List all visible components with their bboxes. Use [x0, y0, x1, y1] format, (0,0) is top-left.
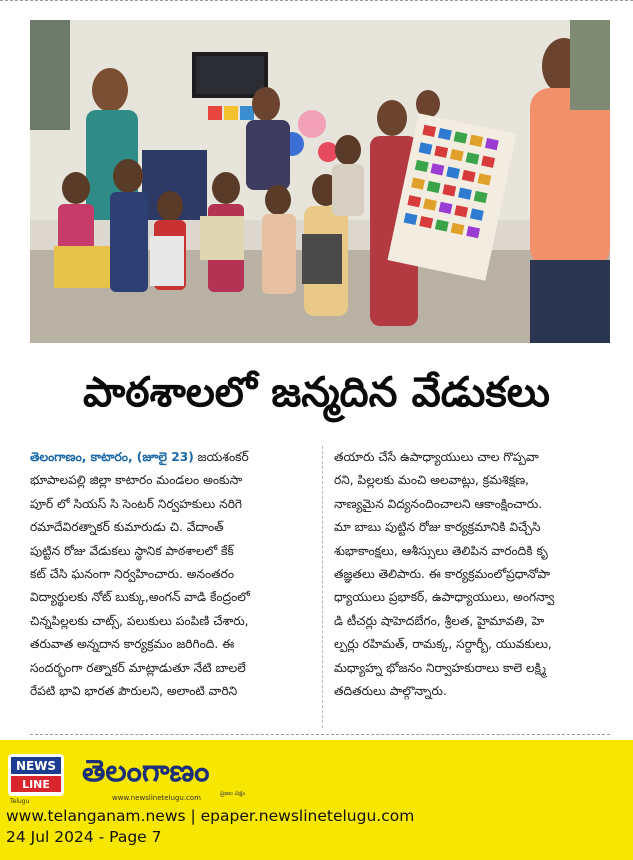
- brand-name: తెలంగాణం: [82, 754, 210, 789]
- article-line: శుభాకాంక్షలు, ఆశీస్సులు తెలిపిన వారందికి కృ: [334, 543, 548, 558]
- photo-illustration: [30, 20, 610, 343]
- dateline: తెలంగాణం, కాటారం, (జూలై 23): [30, 450, 194, 464]
- article-line: రేపటి భావి భారత పౌరులని, అలాంటి వారిని: [30, 684, 238, 699]
- footer-banner: [0, 740, 633, 860]
- article-line: డి టీచర్లు షాహెదబేగం, శ్రీలత, హైమావతి, హె: [334, 613, 545, 628]
- article-line: విద్యార్థులకు నోట్ బుక్కు,అంగన్ వాడి కేంద్రంలో: [30, 590, 250, 605]
- brand-url: www.newslinetelugu.com: [112, 794, 201, 802]
- website-links[interactable]: www.telanganam.news | epaper.newslinetelugu.com: [6, 807, 415, 825]
- logo-top-text: NEWS: [15, 759, 57, 773]
- date-page-info: 24 Jul 2024 - Page 7: [6, 828, 162, 846]
- article-line: సందర్భంగా రత్నాకర్ మాట్లాడుతూ నేటి బాలలే: [30, 660, 246, 675]
- article-line: ల్పర్లు రహిమత్, రామక్క, సర్దార్బీ, యువకులు,: [334, 637, 552, 652]
- article-line: రని, పిల్లలకు మంచి అలవాట్లు, క్రమశిక్షణ,: [334, 473, 530, 488]
- article-line: మధ్యాహ్న భోజనం నిర్వాహకురాలు కాలె లక్ష్మి: [334, 660, 547, 675]
- article-line: నాణ్యమైన విద్యనందించాలని ఆకాంక్షించారు.: [334, 496, 543, 511]
- article-line: [30, 446, 312, 469]
- top-divider: [0, 0, 633, 7]
- article-line: చిన్నపిల్లలకు చాట్స్, పలుకులు పంపిణి చేశారు,: [30, 613, 249, 628]
- column-divider: [322, 446, 323, 728]
- article-line: రమాదేవిరత్నాకర్ కుమారుడు చి. వేదాంత్: [30, 520, 224, 535]
- bottom-divider: [30, 734, 610, 735]
- article-column-left: [30, 446, 312, 703]
- article-line: మా బాబు పుట్టిన రోజు కార్యక్రమానికి విచ్చేసి: [334, 520, 541, 535]
- newsline-logo: [8, 754, 64, 796]
- article-line: తరువాత అన్నదాన కార్యక్రమం జరిగింది. ఈ: [30, 637, 235, 652]
- article-column-right: [334, 446, 610, 703]
- article-line: తజ్ఞతలు తెలిపారు. ఈ కార్యక్రమంలోప్రధానోపా: [334, 567, 551, 582]
- logo-small-text: Telugu: [10, 798, 30, 805]
- logo-bottom-text: LINE: [22, 778, 50, 791]
- article-photo: [30, 20, 610, 343]
- headline: పాఠశాలలో జన్మదిన వేడుకలు: [82, 368, 550, 416]
- article-line: తదితరులు పాల్గొన్నారు.: [334, 684, 447, 699]
- brand-tagline: ప్రజల పక్షం: [220, 790, 246, 797]
- article-line-text: జయశంకర్: [193, 450, 249, 464]
- article-line: ధ్యాయులు ప్రభాకర్, ఉపాధ్యాయులు, అంగన్వా: [334, 590, 555, 605]
- article-line: తయారు చేసే ఉపాధ్యాయులు చాల గొప్పవా: [334, 450, 539, 464]
- article-line: కట్ చేసి ఘనంగా నిర్వహించారు. అనంతరం: [30, 567, 235, 582]
- article-line: భూపాలపల్లి జిల్లా కాటారం మండలం అంకుసా: [30, 473, 243, 488]
- article-line: పుట్టిన రోజు వేడుకలు స్థానిక పాఠశాలలో కేక్: [30, 543, 234, 558]
- article-line: పూర్ లో సియస్ సి సెంటర్ నిర్వహకులు నరిగె: [30, 496, 243, 511]
